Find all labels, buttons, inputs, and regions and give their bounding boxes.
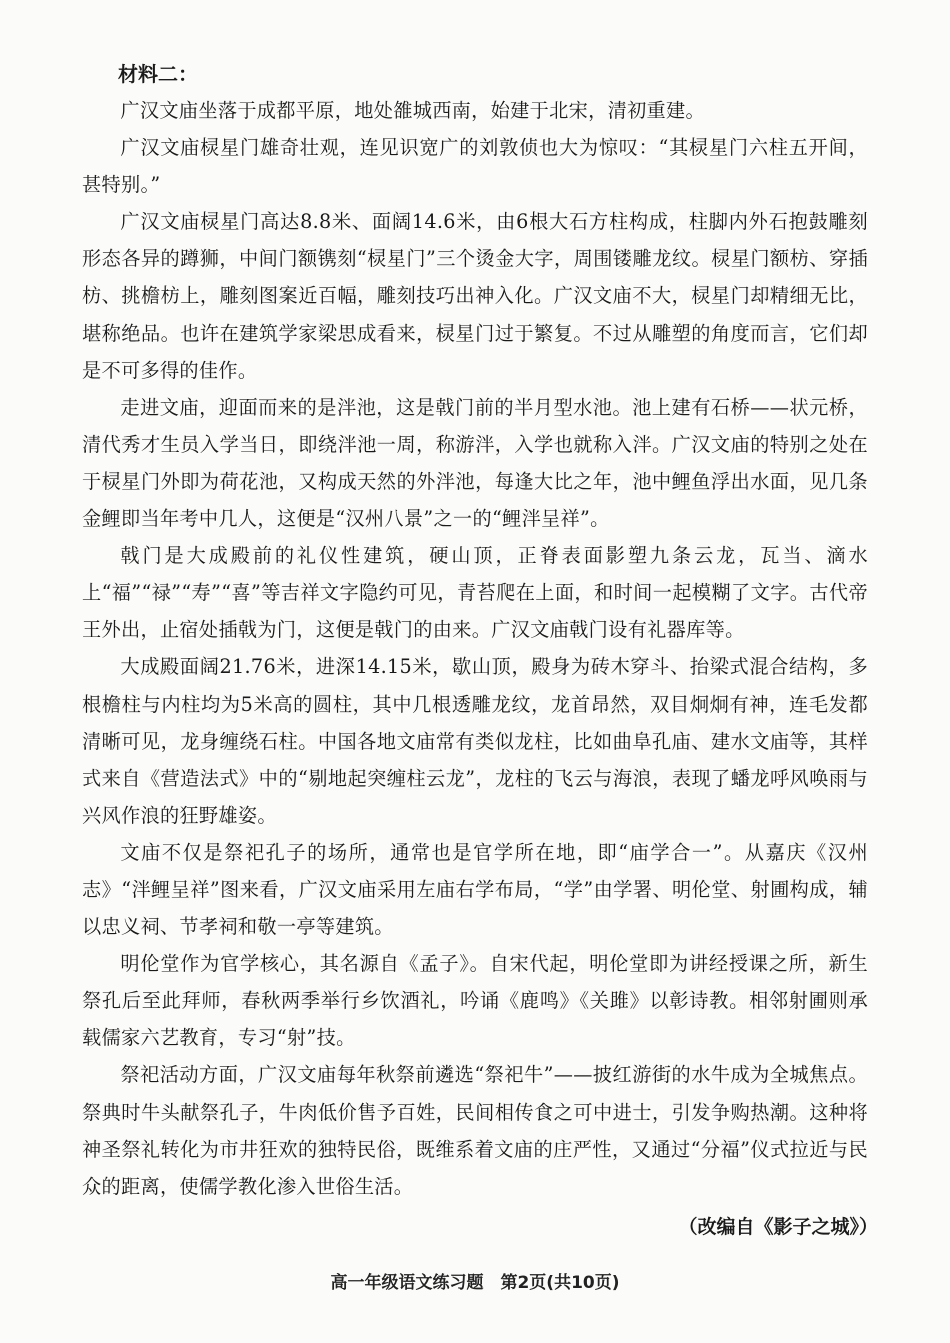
paragraph-7: 文庙不仅是祭祀孔子的场所，通常也是官学所在地，即“庙学合一”。从嘉庆《汉州志》“泮鲤呈祥”图来看，广汉文庙采用左庙右学布局，“学”由学署、明伦堂、射圃构成，辅以忠义祠、节孝祠和敬一亭等建筑。 <box>82 840 868 939</box>
paragraph-9: 祭祀活动方面，广汉文庙每年秋祭前遴选“祭祀牛”——披红游街的水牛成为全城焦点。祭典时牛头献祭孔子，牛肉低价售予百姓，民间相传食之可中进士，引发争购热潮。这种将神圣祭礼转化为市井狂欢的独特民俗，既维系着文庙的庄严性，又通过“分福”仪式拉近与民众的距离，使儒学教化渗入世俗生活。 <box>82 1063 868 1198</box>
paragraph-4: 走进文庙，迎面而来的是泮池，这是戟门前的半月型水池。池上建有石桥——状元桥，清代秀才生员入学当日，即绕泮池一周，称游泮，入学也就称入泮。广汉文庙的特别之处在于棂星门外即为荷花池，又构成天然的外泮池，每逢大比之年，池中鲤鱼浮出水面，见几条金鲤即当年考中几人，这便是“汉州八景”之一的“鲤泮呈祥”。 <box>82 395 868 531</box>
paragraph-1: 广汉文庙坐落于成都平原，地处雒城西南，始建于北宋，清初重建。 <box>120 99 706 122</box>
paragraph-6: 大成殿面阔21.76米，进深14.15米，歇山顶，殿身为砖木穿斗、抬梁式混合结构，多根檐柱与内柱均为5米高的圆柱，其中几根透雕龙纹，龙首昂然，双目炯炯有神，连毛发都清晰可见，龙身缠绕石柱。中国各地文庙常有类似龙柱，比如曲阜孔庙、建水文庙等，其样式来自《营造法式》中的“剔地起突缠柱云龙”，龙柱的飞云与海浪，表现了蟠龙呼风唤雨与兴风作浪的狂野雄姿。 <box>82 655 868 827</box>
section-heading: 材料二： <box>118 62 198 86</box>
paragraph-2: 广汉文庙棂星门雄奇壮观，连见识宽广的刘敦侦也大为惊叹：“其棂星门六柱五开间，甚特别。” <box>82 136 868 197</box>
paragraph-8: 明伦堂作为官学核心，其名源自《孟子》。自宋代起，明伦堂即为讲经授课之所，新生祭孔后至此拜师，春秋两季举行乡饮酒礼，吟诵《鹿鸣》《关雎》以彰诗教。相邻射圃则承载儒家六艺教育，专习“射”技。 <box>82 952 868 1050</box>
page-footer: 高一年级语文练习题 第2页(共10页) <box>330 1273 620 1293</box>
paragraph-5: 戟门是大成殿前的礼仪性建筑，硬山顶，正脊表面影塑九条云龙，瓦当、滴水上“福”“禄”“寿”“喜”等吉祥文字隐约可见，青苔爬在上面，和时间一起模糊了文字。古代帝王外出，止宿处插戟为门，这便是戟门的由来。广汉文庙戟门设有礼器库等。 <box>82 544 868 642</box>
source-citation: （改编自《影子之城》） <box>678 1215 878 1238</box>
paragraph-3: 广汉文庙棂星门高达8.8米、面阔14.6米，由6根大石方柱构成，柱脚内外石抱鼓雕刻形态各异的蹲狮，中间门额镌刻“棂星门”三个烫金大字，周围镂雕龙纹。棂星门额枋、穿插枋、挑檐枋上，雕刻图案近百幅，雕刻技巧出神入化。广汉文庙不大，棂星门却精细无比，堪称绝品。也许在建筑学家梁思成看来，棂星门过于繁复。不过从雕塑的角度而言，它们却是不可多得的佳作。 <box>82 210 868 382</box>
